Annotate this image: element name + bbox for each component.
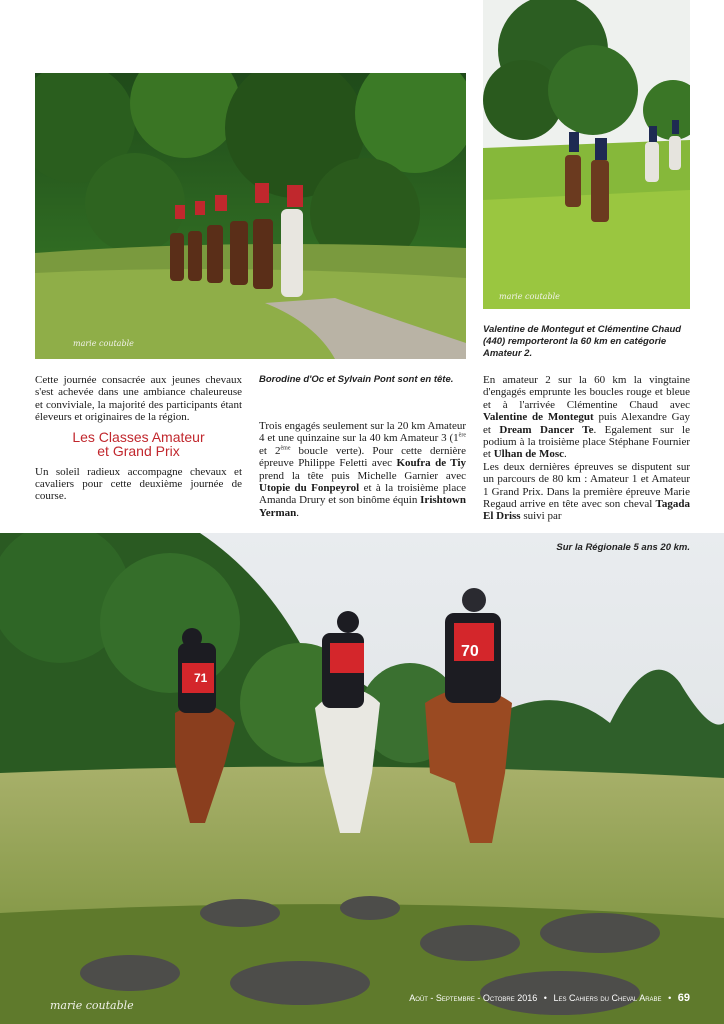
article-column-3 bbox=[483, 374, 690, 523]
magazine-title: Les Cahiers du Cheval Arabe bbox=[553, 993, 662, 1003]
horse-name: Valentine de Montegut bbox=[483, 411, 594, 424]
page-number: 69 bbox=[677, 992, 690, 1004]
photo-three-riders-gallop bbox=[0, 533, 724, 1024]
photo-riders-on-trail bbox=[35, 73, 466, 359]
bib-number: 70 bbox=[461, 643, 479, 660]
horse-name: Irishtown Yerman bbox=[259, 494, 466, 519]
photo-credit: marie coutable bbox=[73, 339, 134, 348]
paragraph: Un soleil radieux accompagne chevaux et cavaliers pour cette deuxième journée de course. bbox=[35, 465, 242, 503]
issue-date: Août - Septembre - Octobre 2016 bbox=[409, 993, 538, 1003]
paragraph: Trois engagés seulement sur la 20 km Amateur 4 et une quinzaine sur la 40 km Amateur 3 (1ère et 2ème boucle verte). Pour cette dernière épreuve Philippe Feletti avec Koufra de Tiy prend la tête puis Michelle Garnier avec Utopie du Fonpeyrol et à la troisième place Amanda Drury et son binôme équin Irishtown Yerman. bbox=[259, 420, 467, 519]
photo-caption: Borodine d'Oc et Sylvain Pont sont en tête. bbox=[259, 374, 454, 385]
photo-credit: marie coutable bbox=[50, 999, 134, 1012]
section-heading-line-1: Les Classes Amateur bbox=[72, 428, 205, 445]
article-column-2 bbox=[259, 374, 466, 519]
intro-paragraph: Cette journée consacrée aux jeunes chevaux s'est achevée dans une ambiance chaleureuse et conviviale, la majorité des participants étant éleveurs et originaires de la région. bbox=[35, 374, 242, 424]
article-column-1 bbox=[35, 374, 242, 503]
paragraph: Les deux dernières épreuves se disputent sur un parcours de 80 km : Amateur 1 et Amateur 1 Grand Prix. Dans la première épreuve Marie Regaud arrive en tête avec son cheval Tagada El Driss suivi par bbox=[483, 460, 690, 523]
horse-name: Dream Dancer Te bbox=[499, 423, 594, 436]
horse-name: Ulhan de Mosc bbox=[493, 448, 564, 461]
section-heading bbox=[35, 430, 242, 458]
photo-caption: Valentine de Montegut et Clémentine Chaud (440) remporteront la 60 km en catégorie Amateur 2. bbox=[483, 324, 682, 359]
horse-name: Tagada El Driss bbox=[483, 498, 690, 523]
footer-separator: • bbox=[668, 993, 672, 1003]
bib-number: 71 bbox=[194, 671, 208, 685]
photo-top-left bbox=[35, 73, 466, 359]
photo-riders-in-field bbox=[483, 0, 690, 309]
photo-caption: Sur la Régionale 5 ans 20 km. bbox=[556, 542, 690, 553]
horse-name: Utopie du Fonpeyrol bbox=[259, 482, 360, 495]
page-footer bbox=[409, 992, 690, 1004]
section-heading-line-2: et Grand Prix bbox=[97, 442, 180, 459]
photo-top-right bbox=[483, 0, 690, 309]
horse-name: Koufra de Tiy bbox=[396, 457, 467, 470]
photo-credit: marie coutable bbox=[499, 292, 560, 301]
photo-bottom bbox=[0, 533, 724, 1024]
footer-separator: • bbox=[543, 993, 547, 1003]
paragraph: En amateur 2 sur la 60 km la vingtaine d'engagés emprunte les boucles rouge et bleue et à l'arrivée Clémentine Chaud avec Valentine de Montegut puis Alexandre Gay et Dream Dancer Te. Egalement sur le podium à la troisième place Stéphane Fournier et Ulhan de Mosc. bbox=[483, 374, 690, 461]
